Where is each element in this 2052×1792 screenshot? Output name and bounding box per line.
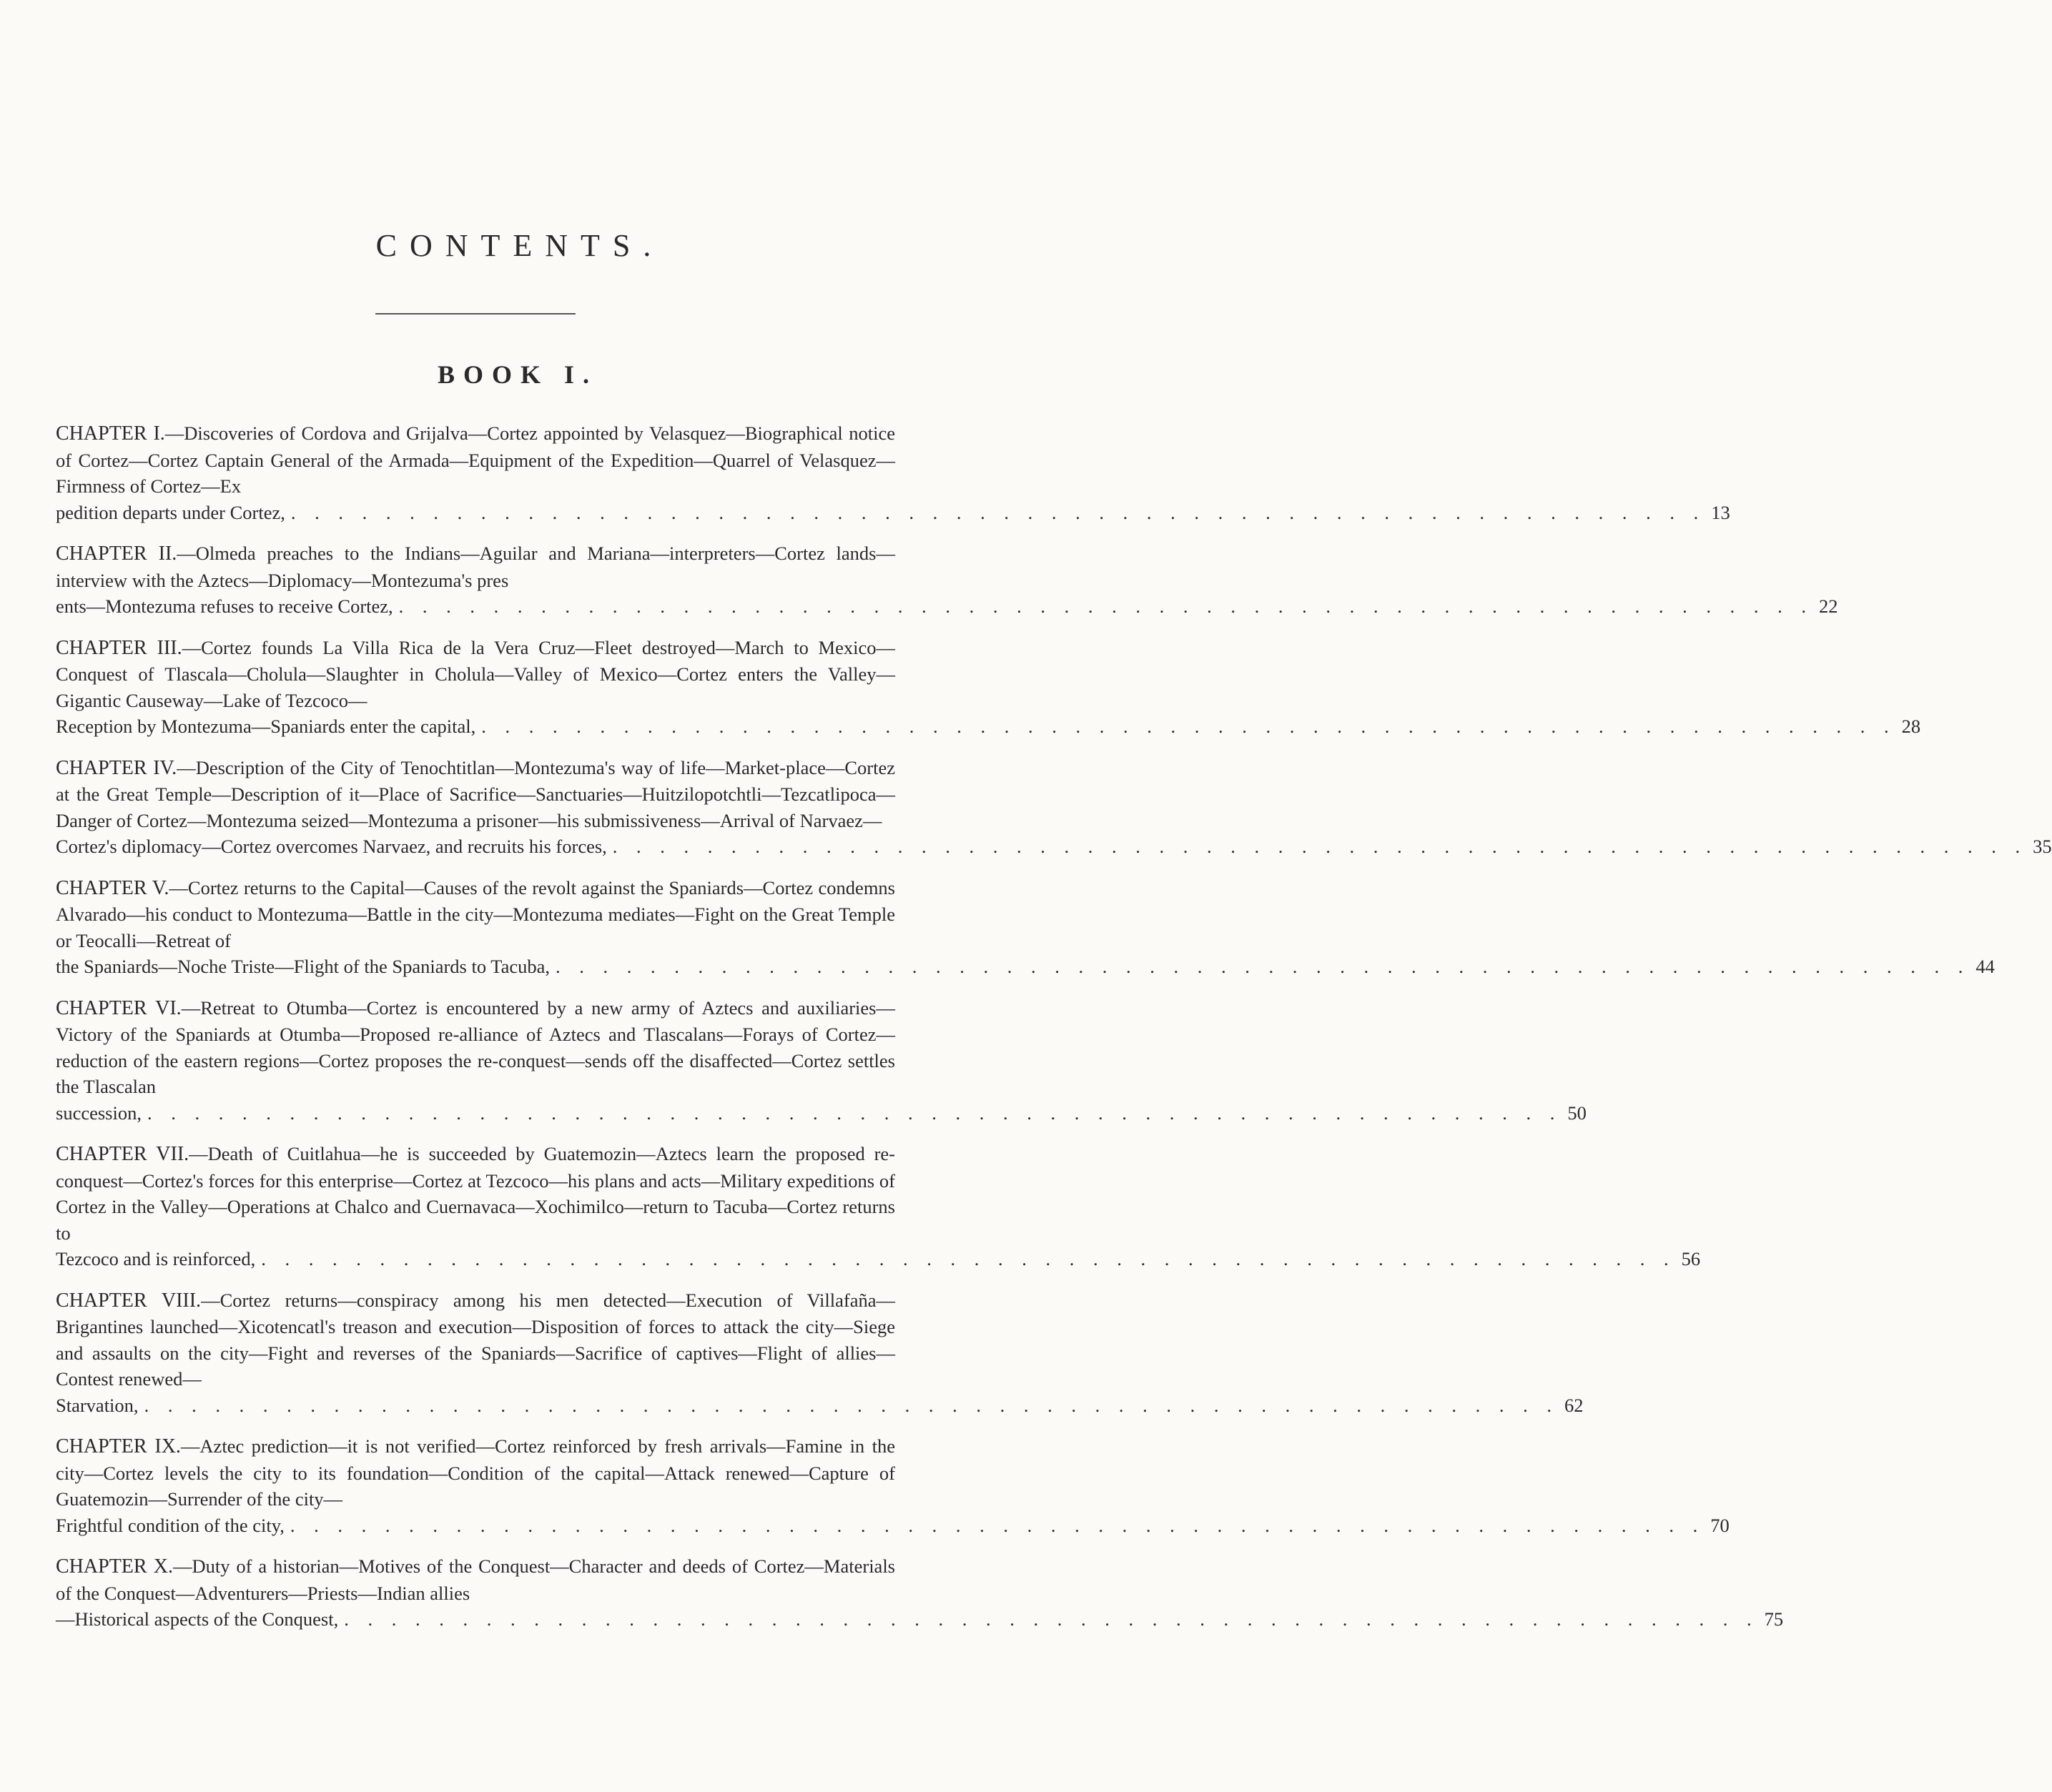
toc-last-line [56,713,1921,740]
chapter-summary: —Aztec prediction—it is not verified—Cortez reinforced by fresh arrivals—Famine in the city—Cortez levels the city to its foundation—Condition of the capital—Attack renewed—Capture of Guatemozin—Surrender of the city— [56,1435,895,1510]
dot-leader: . . . . . . . . . . . . . . . . . . . . . . . . . . . . . . . . . . . . . . . . . . . . . . . . . . . . . . . . . . . . [144,1394,1559,1416]
toc-last-line [56,1606,1784,1633]
dot-leader: . . . . . . . . . . . . . . . . . . . . . . . . . . . . . . . . . . . . . . . . . . . . . . . . . . . . . . . . . . . . [612,836,2028,857]
page-number: 56 [1681,1248,1701,1269]
chapter-summary-end: Tezcoco and is reinforced, [56,1248,256,1269]
title-divider [375,313,576,315]
page-number: 70 [1710,1514,1730,1536]
dot-leader: . . . . . . . . . . . . . . . . . . . . . . . . . . . . . . . . . . . . . . . . . . . . . . . . . . . . . . . . . . . . [147,1102,1562,1124]
dot-leader: . . . . . . . . . . . . . . . . . . . . . . . . . . . . . . . . . . . . . . . . . . . . . . . . . . . . . . . . . . . . [290,1514,1705,1536]
table-of-contents [56,420,2052,1648]
chapter-heading: CHAPTER I. [56,422,165,445]
chapter-heading: CHAPTER IX. [56,1435,181,1457]
chapter-heading: CHAPTER VI. [56,996,182,1019]
chapter-heading: CHAPTER VII. [56,1143,189,1165]
page-number: 62 [1564,1394,1584,1416]
chapter-summary: —Olmeda preaches to the Indians—Aguilar and Mariana—interpreters—Cortez lands—interview with the Aztecs—Diplomacy—Montezuma's pres [56,543,895,591]
chapter-heading: CHAPTER V. [56,876,169,899]
toc-last-line [56,1100,1587,1127]
chapter-summary-end: succession, [56,1102,142,1124]
dot-leader: . . . . . . . . . . . . . . . . . . . . . . . . . . . . . . . . . . . . . . . . . . . . . . . . . . . . . . . . . . . . [556,956,1970,977]
page-number: 22 [1819,595,1838,617]
toc-entry [56,1553,1784,1633]
chapter-summary: —Description of the City of Tenochtitlan—Montezuma's way of life—Market-place—Cortez at the Great Temple—Description of it—Place of Sacrifice—Sanctuaries—Huitzilopotchtli—Tezcatlipoca—Danger of Cortez—Montezuma seized—Montezuma a prisoner—his submissiveness—Arrival of Narvaez— [56,756,895,831]
page-title: CONTENTS. [375,228,664,263]
chapter-summary-end: ents—Montezuma refuses to receive Cortez, [56,595,393,617]
dot-leader: . . . . . . . . . . . . . . . . . . . . . . . . . . . . . . . . . . . . . . . . . . . . . . . . . . . . . . . . . . . . [290,501,1706,523]
dot-leader: . . . . . . . . . . . . . . . . . . . . . . . . . . . . . . . . . . . . . . . . . . . . . . . . . . . . . . . . . . . . [398,595,1814,617]
chapter-summary: —Cortez returns to the Capital—Causes of the revolt against the Spaniards—Cortez condemns Alvarado—his conduct to Montezuma—Battle in the city—Montezuma mediates—Fight on the Great Temple or Teocalli—Retreat of [56,876,895,951]
dot-leader: . . . . . . . . . . . . . . . . . . . . . . . . . . . . . . . . . . . . . . . . . . . . . . . . . . . . . . . . . . . . [261,1248,1676,1269]
chapter-summary: —Retreat to Otumba—Cortez is encountered by a new army of Aztecs and auxiliaries—Victory of the Spaniards at Otumba—Proposed re-alliance of Aztecs and Tlascalans—Forays of Cortez—reduction of the eastern regions—Cortez proposes the re-conquest—sends off the disaffected—Cortez settles the Tlascalan [56,996,895,1097]
chapter-heading: CHAPTER IV. [56,756,177,779]
toc-entry [56,875,1995,980]
toc-last-line [56,833,2052,860]
toc-entry [56,995,1587,1127]
toc-last-line [56,500,1730,526]
chapter-summary: —Duty of a historian—Motives of the Conquest—Character and deeds of Cortez—Materials of the Conquest—Adventurers—Priests—Indian allies [56,1555,895,1604]
chapter-heading: CHAPTER III. [56,636,182,659]
toc-last-line [56,1513,1730,1539]
chapter-heading: CHAPTER VIII. [56,1289,202,1312]
toc-entry [56,420,1730,525]
chapter-summary-end: pedition departs under Cortez, [56,501,285,523]
toc-last-line [56,954,1995,980]
page-number: 50 [1567,1102,1587,1124]
page-number: 13 [1711,501,1730,523]
page-number: 28 [1901,716,1921,737]
page-number: 75 [1764,1608,1784,1630]
chapter-summary-end: —Historical aspects of the Conquest, [56,1608,339,1630]
page-number: 35 [2033,836,2052,857]
dot-leader: . . . . . . . . . . . . . . . . . . . . . . . . . . . . . . . . . . . . . . . . . . . . . . . . . . . . . . . . . . . . [344,1608,1759,1630]
chapter-summary-end: the Spaniards—Noche Triste—Flight of the Spaniards to Tacuba, [56,956,550,977]
toc-entry [56,1141,1701,1272]
chapter-summary-end: Cortez's diplomacy—Cortez overcomes Narvaez, and recruits his forces, [56,836,607,857]
toc-last-line [56,1246,1701,1272]
page-number: 44 [1975,956,1995,977]
toc-entry [56,1287,1584,1419]
toc-entry [56,540,1838,620]
chapter-heading: CHAPTER X. [56,1555,174,1578]
chapter-summary-end: Starvation, [56,1394,139,1416]
toc-last-line [56,1392,1584,1419]
toc-entry [56,1433,1730,1538]
chapter-heading: CHAPTER II. [56,543,177,565]
chapter-summary-end: Frightful condition of the city, [56,1514,285,1536]
book-heading: BOOK I. [437,360,598,389]
toc-entry [56,755,2052,860]
chapter-summary-end: Reception by Montezuma—Spaniards enter the capital, [56,716,476,737]
chapter-summary: —Death of Cuitlahua—he is succeeded by Guatemozin—Aztecs learn the proposed re-conquest—Cortez's forces for this enterprise—Cortez at Tezcoco—his plans and acts—Military expeditions of Cortez in the Valley—Operations at Chalco and Cuernavaca—Xochimilco—return to Tacuba—Cortez returns to [56,1143,896,1244]
chapter-summary: —Discoveries of Cordova and Grijalva—Cortez appointed by Velasquez—Biographical notice of Cortez—Cortez Captain General of the Armada—Equipment of the Expedition—Quarrel of Velasquez—Firmness of Cortez—Ex [56,422,895,497]
toc-last-line [56,593,1838,620]
chapter-summary: —Cortez founds La Villa Rica de la Vera Cruz—Fleet destroyed—March to Mexico—Conquest of Tlascala—Cholula—Slaughter in Cholula—Valley of Mexico—Cortez enters the Valley—Gigantic Causeway—Lake of Tezcoco— [56,636,895,711]
toc-entry [56,635,1921,740]
dot-leader: . . . . . . . . . . . . . . . . . . . . . . . . . . . . . . . . . . . . . . . . . . . . . . . . . . . . . . . . . . . . [481,716,1896,737]
chapter-summary: —Cortez returns—conspiracy among his men detected—Execution of Villafaña—Brigantines launched—Xicotencatl's treason and execution—Disposition of forces to attack the city—Siege and assaults on the city—Fight and reverses of the Spaniards—Sacrifice of captives—Flight of allies—Contest renewed— [56,1289,895,1390]
